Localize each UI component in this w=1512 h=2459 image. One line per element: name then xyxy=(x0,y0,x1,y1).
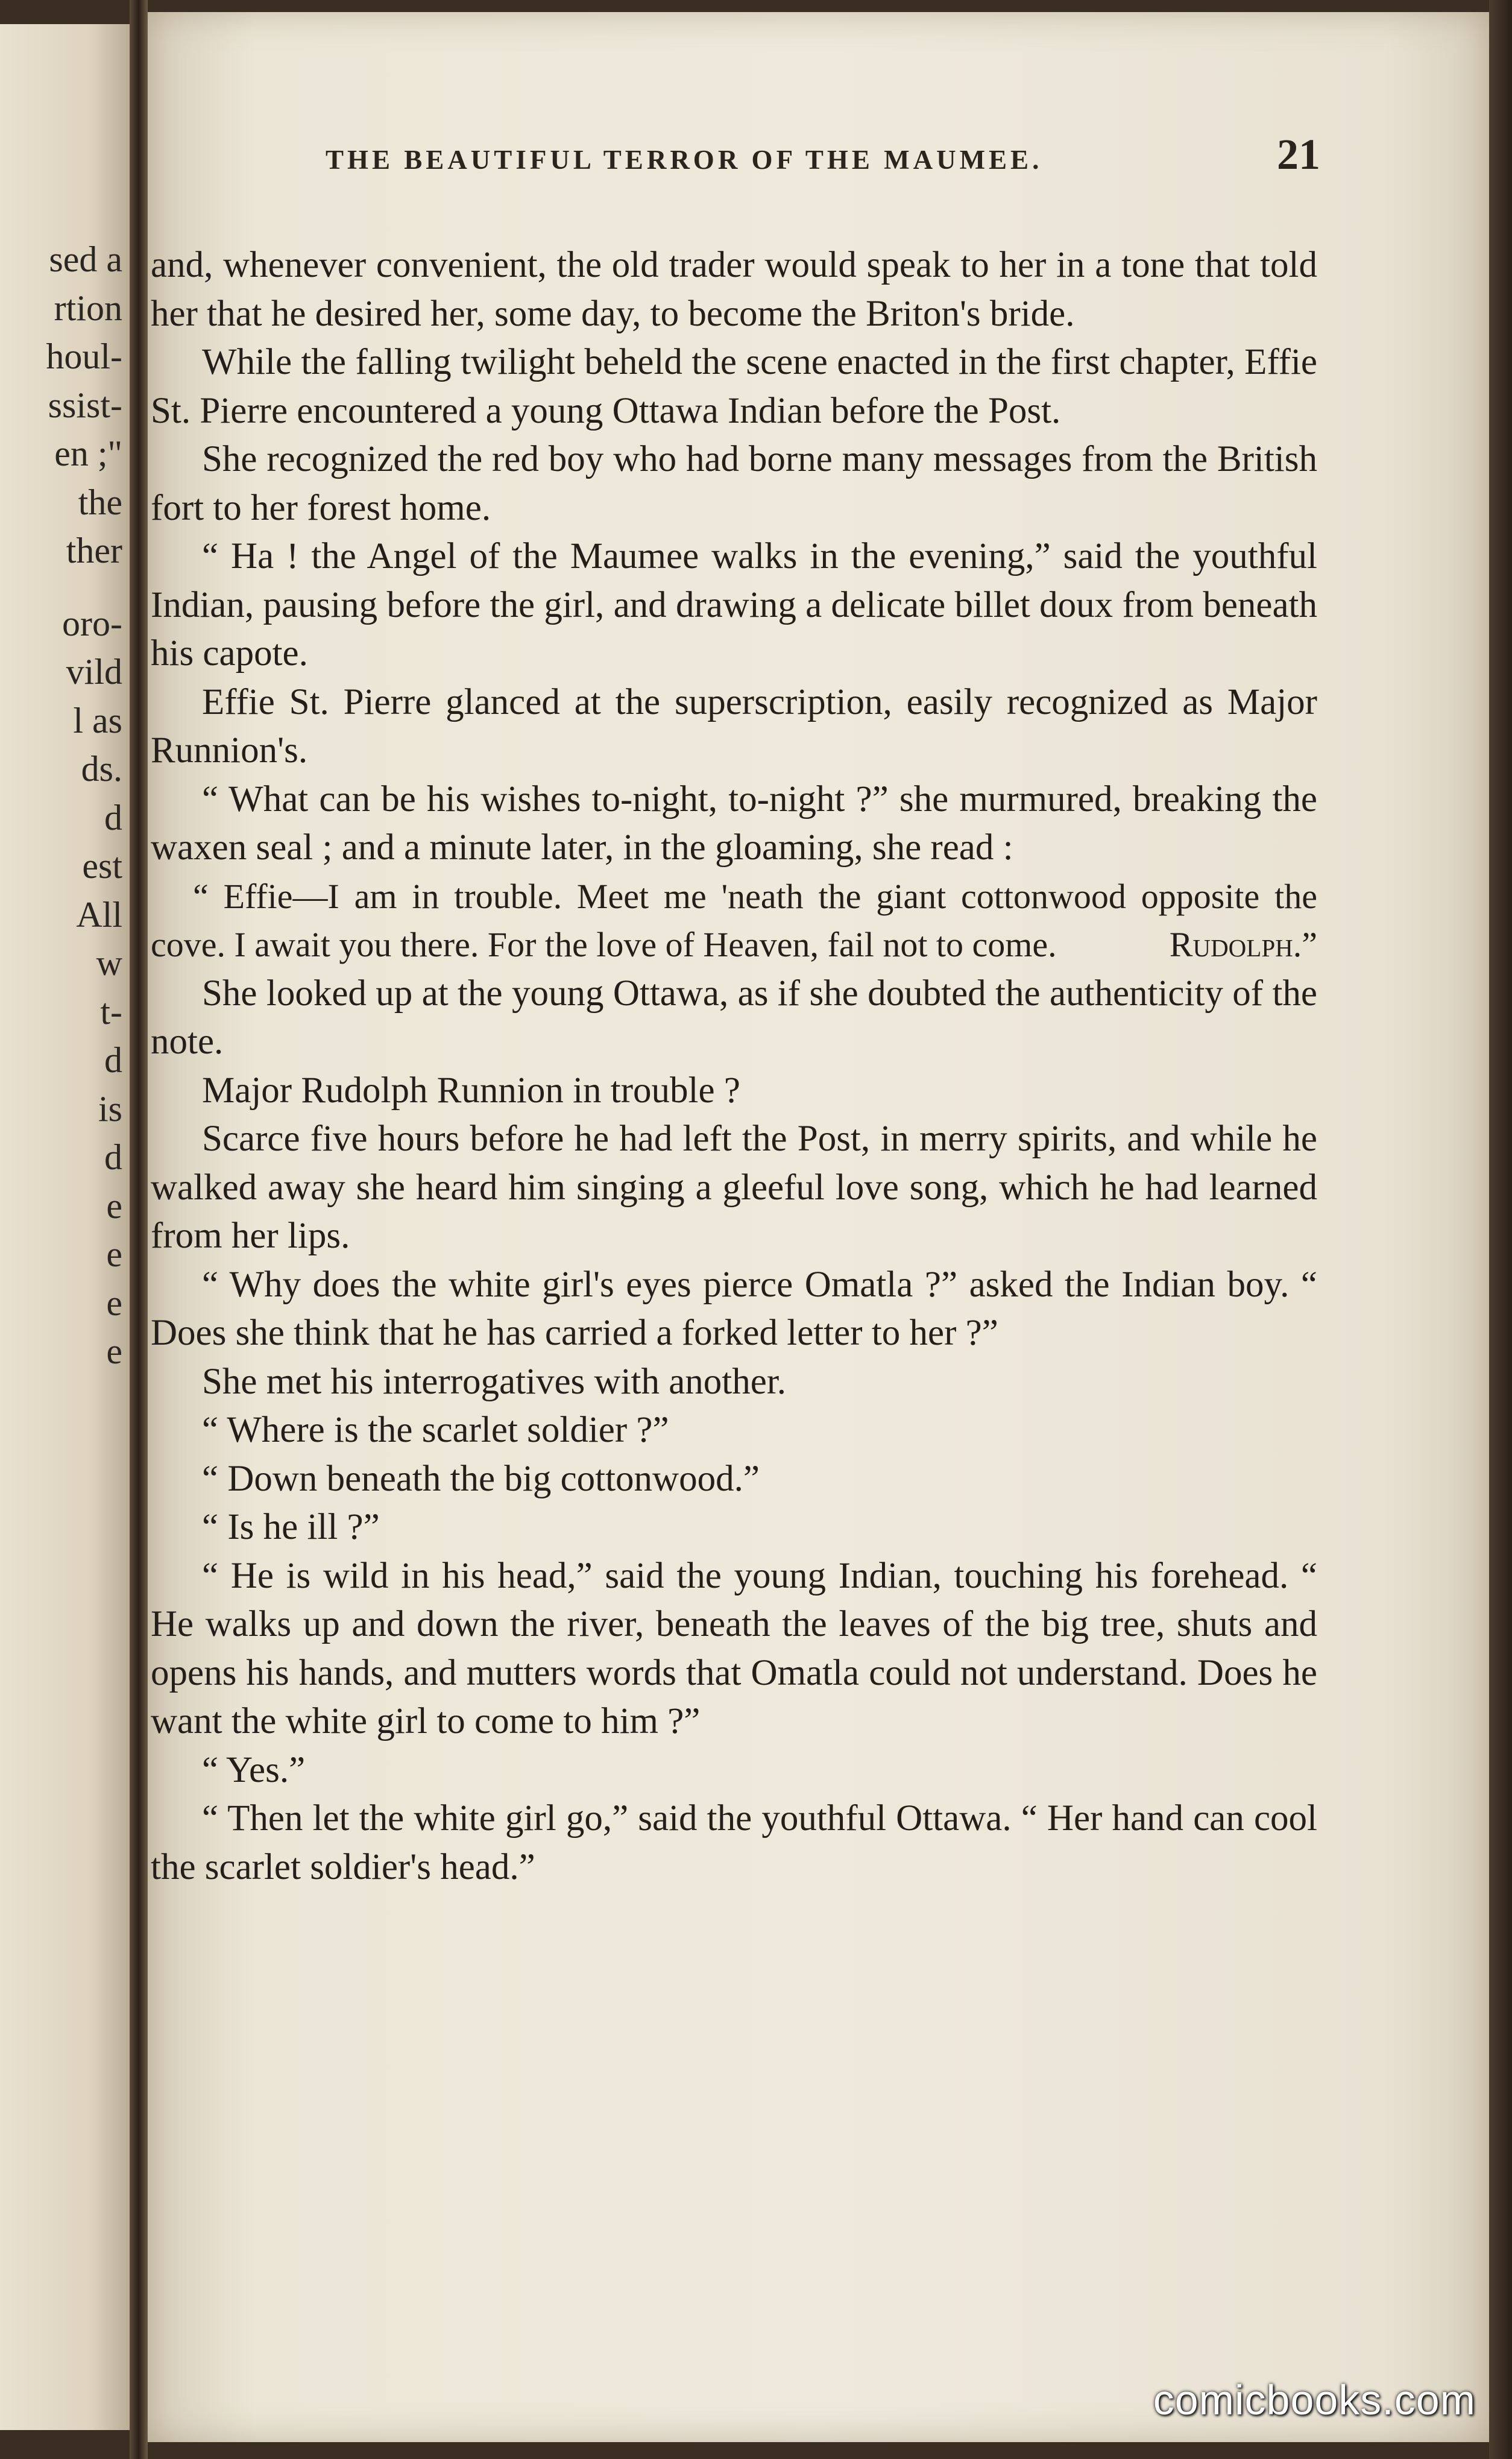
paragraph: Scarce five hours before he had left the Post, in merry spirits, and while he walked away she heard him singing a gleeful love song, which he had learned from her lips. xyxy=(151,1119,1317,1256)
facing-page-fragment: l as xyxy=(73,700,122,740)
paragraph: “ Is he ill ?” xyxy=(202,1507,380,1547)
paragraph: “ Why does the white girl's eyes pierce Omatla ?” asked the Indian boy. “ Does she think that he has carried a forked letter to her ?” xyxy=(151,1264,1317,1353)
facing-page-fragment: the xyxy=(78,482,122,522)
facing-page-edge xyxy=(0,24,130,2430)
paragraph: and, whenever convenient, the old trader would speak to her in a tone that told her that he desired her, some day, to become the Briton's bride. xyxy=(151,245,1317,334)
body-text xyxy=(151,241,1317,1892)
facing-page-fragment: is xyxy=(98,1088,122,1129)
letter-signature: Rudolph.” xyxy=(1169,925,1317,964)
page-edge xyxy=(1489,0,1512,2459)
facing-page-fragment: houl- xyxy=(46,336,122,376)
facing-page-fragment: en ;" xyxy=(54,434,122,473)
paragraph: “ Yes.” xyxy=(202,1749,306,1790)
facing-page-fragment: ther xyxy=(66,531,122,570)
facing-page-fragment: d xyxy=(104,1040,122,1080)
watermark: comicbooks.com xyxy=(1153,2376,1476,2423)
facing-page-fragment: d xyxy=(104,797,122,838)
facing-page-fragment: e xyxy=(106,1283,122,1323)
paragraph: She recognized the red boy who had borne many messages from the British fort to her forest home. xyxy=(151,439,1317,528)
paragraph: “ What can be his wishes to-night, to-night ?” she murmured, breaking the waxen seal ; and a minute later, in the gloaming, she read : xyxy=(151,778,1317,868)
paragraph: “ Down beneath the big cottonwood.” xyxy=(202,1458,760,1499)
paragraph: She met his interrogatives with another. xyxy=(202,1361,787,1402)
facing-page-fragment: sed a xyxy=(49,239,122,279)
facing-page-fragment: oro- xyxy=(62,603,122,643)
page-header xyxy=(181,130,1320,180)
facing-page-fragment: w xyxy=(96,943,122,983)
paragraph: Major Rudolph Runnion in trouble ? xyxy=(202,1070,740,1111)
facing-page-fragment: e xyxy=(106,1331,122,1371)
paragraph: “ Where is the scarlet soldier ?” xyxy=(202,1410,669,1450)
paragraph: Effie St. Pierre glanced at the superscription, easily recognized as Major Runnion's. xyxy=(151,681,1317,771)
facing-page-fragment: e xyxy=(106,1234,122,1274)
letter-body: “ Effie—I am in trouble. Meet me 'neath the giant cottonwood opposite the cove. I await you there. For the love of Heaven, fail not to come. xyxy=(151,876,1317,964)
page-number: 21 xyxy=(1277,130,1320,178)
paragraph: “ Then let the white girl go,” said the youthful Ottawa. “ Her hand can cool the scarlet soldier's head.” xyxy=(151,1798,1317,1887)
letter-text xyxy=(151,873,1317,970)
facing-page-fragment: t- xyxy=(100,991,122,1032)
paragraph: “ Ha ! the Angel of the Maumee walks in the evening,” said the youthful Indian, pausing before the girl, and drawing a delicate billet doux from beneath his capote. xyxy=(151,536,1317,674)
facing-page-fragment: ssist- xyxy=(48,385,122,425)
facing-page-fragment: All xyxy=(76,894,122,935)
running-head: THE BEAUTIFUL TERROR OF THE MAUMEE. xyxy=(326,145,1043,175)
facing-page-fragment: vild xyxy=(66,652,122,692)
book-gutter xyxy=(130,0,148,2459)
facing-page-fragment: d xyxy=(104,1137,122,1177)
paragraph: While the falling twilight beheld the scene enacted in the first chapter, Effie St. Pierre encountered a young Ottawa Indian before the Post. xyxy=(151,342,1317,431)
paragraph: “ He is wild in his head,” said the young Indian, touching his forehead. “ He walks up and down the river, beneath the leaves of the big tree, shuts and opens his hands, and mutters words that Omatla could not understand. Does he want the white girl to come to him ?” xyxy=(151,1555,1317,1741)
paragraph: She looked up at the young Ottawa, as if she doubted the authenticity of the note. xyxy=(151,973,1317,1062)
facing-page-fragment: est xyxy=(82,846,122,886)
facing-page-fragment: ds. xyxy=(81,749,122,789)
facing-page-fragment: e xyxy=(106,1185,122,1226)
facing-page-fragment: rtion xyxy=(54,288,122,328)
